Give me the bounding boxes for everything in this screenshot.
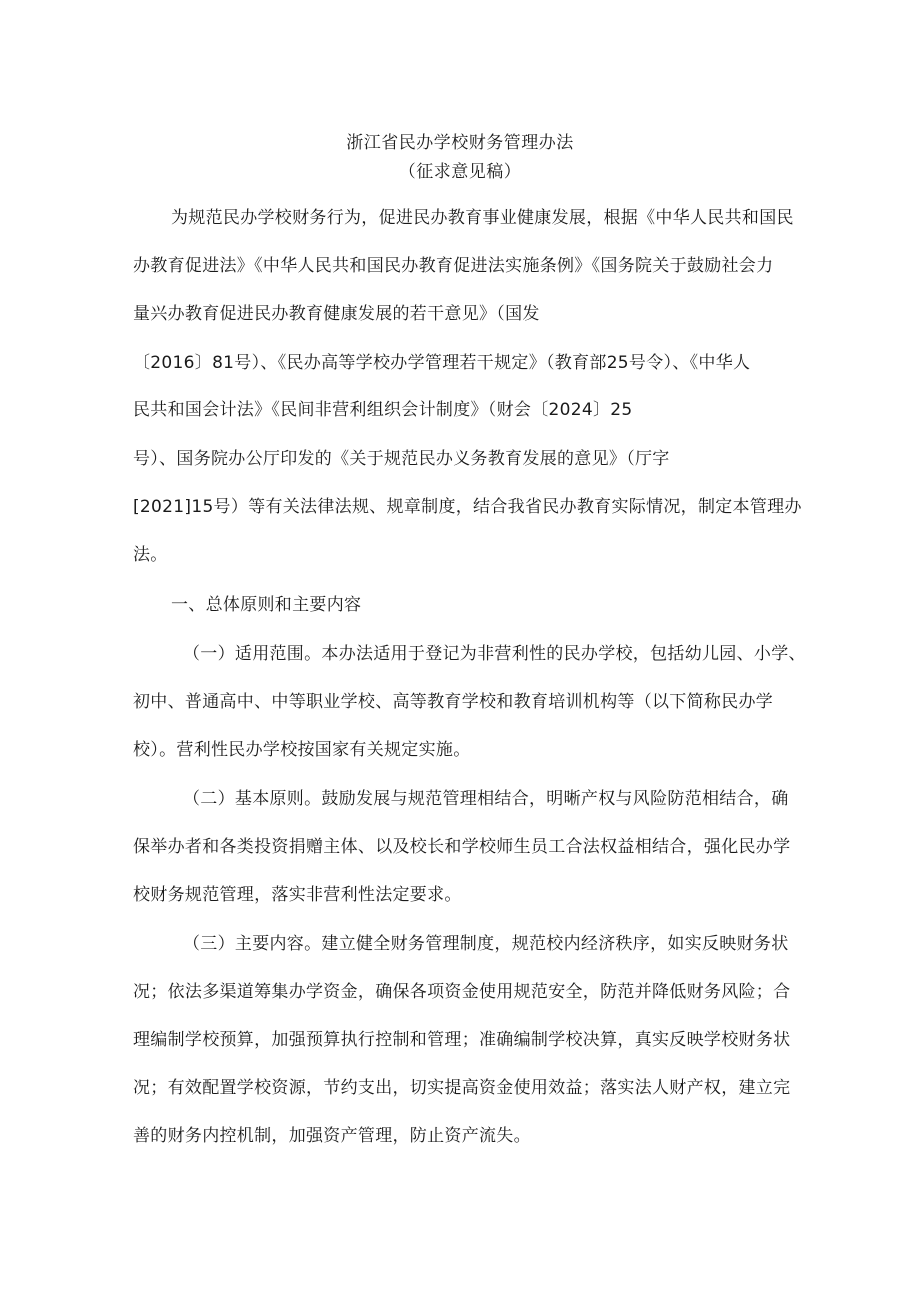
preamble-line: 法。 [133, 545, 168, 565]
item3-line: 善的财务内控机制，加强资产管理，防止资产流失。 [133, 1126, 531, 1146]
item1-line: （一）适用范围。本办法适用于登记为非营利性的民办学校，包括幼儿园、小学、 [183, 644, 806, 664]
item2-line: 校财务规范管理，落实非营利性法定要求。 [133, 885, 462, 905]
section-heading: 一、总体原则和主要内容 [171, 595, 362, 615]
item3-line: （三）主要内容。建立健全财务管理制度，规范校内经济秩序，如实反映财务状 [183, 934, 789, 954]
preamble-line: 办教育促进法》《中华人民共和国民办教育促进法实施条例》《国务院关于鼓励社会力 [133, 256, 774, 276]
item2-line: （二）基本原则。鼓励发展与规范管理相结合，明晰产权与风险防范相结合，确 [183, 789, 789, 809]
item3-line: 况；依法多渠道筹集办学资金，确保各项资金使用规范安全，防范并降低财务风险；合 [133, 982, 791, 1002]
preamble-line: 号）、国务院办公厅印发的《关于规范民办义务教育发展的意见》（厅字 [133, 449, 670, 469]
item1-line: 初中、普通高中、中等职业学校、高等教育学校和教育培训机构等（以下简称民办学 [133, 692, 774, 712]
preamble-line: 为规范民办学校财务行为，促进民办教育事业健康发展，根据《中华人民共和国民 [171, 208, 794, 228]
item3-line: 理编制学校预算，加强预算执行控制和管理；准确编制学校决算，真实反映学校财务状 [133, 1030, 791, 1050]
preamble-line: 民共和国会计法》《民间非营利组织会计制度》（财会〔2024〕25 [133, 400, 633, 420]
preamble-line: [2021]15号）等有关法律法规、规章制度，结合我省民办教育实际情况，制定本管理办 [133, 497, 802, 517]
item2-line: 保举办者和各类投资捐赠主体、以及校长和学校师生员工合法权益相结合，强化民办学 [133, 837, 791, 857]
item1-line: 校）。营利性民办学校按国家有关规定实施。 [133, 740, 471, 760]
item3-line: 况；有效配置学校资源，节约支出，切实提高资金使用效益；落实法人财产权，建立完 [133, 1078, 791, 1098]
preamble-line: 〔2016〕81号）、《民办高等学校办学管理若干规定》（教育部25号令）、《中华人 [133, 353, 751, 373]
document-title: 浙江省民办学校财务管理办法 [346, 133, 574, 153]
preamble-line: 量兴办教育促进民办教育健康发展的若干意见》（国发 [133, 304, 540, 324]
document-subtitle: （征求意见稿） [398, 162, 522, 182]
